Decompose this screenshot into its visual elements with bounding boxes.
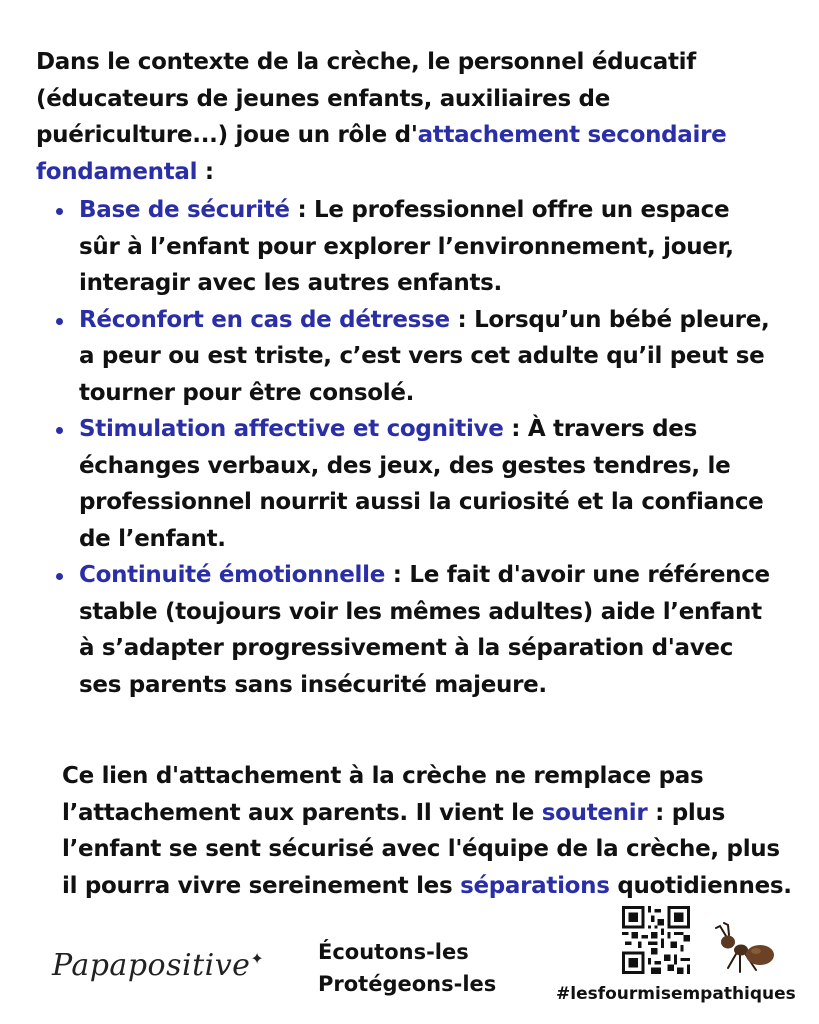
bullet-text: : Le professionnel offre un espace sûr à l’enfant pour explorer l’environnement, jouer, interagir avec les autres enfants. [79, 197, 734, 296]
bullet-term: Stimulation affective et cognitive [79, 416, 504, 442]
brand-logo [52, 948, 264, 983]
bullet-term: Base de sécurité [79, 197, 290, 223]
ant-icon [712, 922, 776, 978]
brand-name: Papapositive [52, 948, 251, 983]
bullet-term: Continuité émotionnelle [79, 562, 386, 588]
outro-highlight-separations: séparations [460, 872, 610, 899]
slogan-line-1: Écoutons-les [318, 940, 469, 964]
list-item [50, 302, 770, 412]
bullet-list [50, 192, 770, 703]
list-item [50, 557, 770, 703]
sparkle-icon: ✦ [250, 949, 265, 968]
outro-text-end: quotidiennes. [609, 872, 792, 899]
list-item [50, 411, 770, 557]
outro-paragraph [62, 758, 802, 904]
intro-paragraph [36, 44, 796, 190]
bullet-text: : À travers des échanges verbaux, des jeux, des gestes tendres, le professionnel nourrit aussi la curiosité et la confiance de l’enfant. [79, 416, 764, 552]
outro-text: Ce lien d'attachement à la crèche ne remplace pas l’attachement aux parents. Il vient le [62, 763, 704, 826]
intro-text-end: : [197, 158, 214, 185]
bullet-text: : Lorsqu’un bébé pleure, a peur ou est triste, c’est vers cet adulte qu’il peut se tourner pour être consolé. [79, 306, 770, 406]
qr-code-icon [622, 906, 690, 974]
slogan-line-2: Protégeons-les [318, 972, 497, 996]
slogan [318, 936, 496, 1000]
list-item [50, 192, 770, 302]
bullet-text: : Le fait d'avoir une référence stable (toujours voir les mêmes adultes) aide l’enfant à s’adapter progressivement à la séparation d'avec ses parents sans insécurité majeure. [79, 562, 770, 698]
intro-text: Dans le contexte de la crèche, le personnel éducatif (éducateurs de jeunes enfants, auxiliaires de puériculture...) joue un rôle d' [36, 49, 696, 148]
outro-text-middle: : plus l’enfant se sent sécurisé avec l'équipe de la crèche, plus il pourra vivre sereinement les [62, 799, 780, 899]
intro-highlight: attachement secondaire fondamental [36, 122, 727, 185]
outro-highlight-support: soutenir [541, 799, 648, 826]
hashtag: #lesfourmisempathiques [556, 984, 796, 1004]
bullet-term: Réconfort en cas de détresse [79, 306, 450, 333]
